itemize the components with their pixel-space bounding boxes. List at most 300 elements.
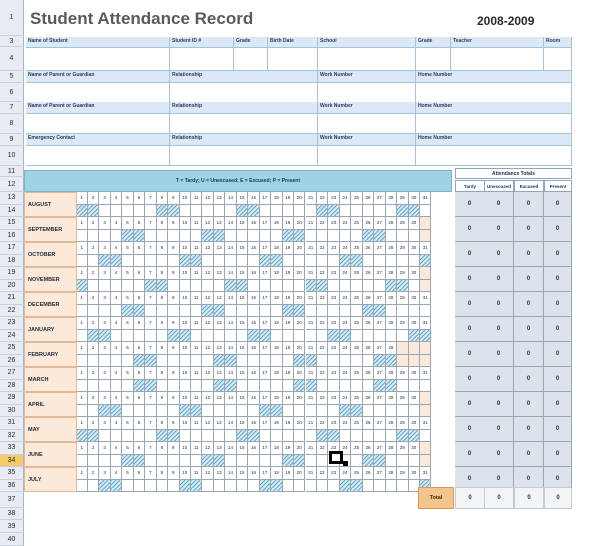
attendance-cell[interactable] <box>202 480 213 493</box>
attendance-cell[interactable] <box>225 205 236 218</box>
attendance-cell[interactable] <box>214 255 225 268</box>
attendance-cell[interactable] <box>134 205 145 218</box>
attendance-cell[interactable] <box>306 255 317 268</box>
info-field[interactable] <box>318 114 416 134</box>
attendance-cell[interactable] <box>260 455 271 468</box>
attendance-cell[interactable] <box>374 330 385 343</box>
row-header-36[interactable]: 36 <box>0 480 24 493</box>
attendance-cell[interactable] <box>351 205 362 218</box>
attendance-cell[interactable] <box>248 455 259 468</box>
attendance-cell[interactable] <box>294 430 305 443</box>
attendance-cell[interactable] <box>168 305 179 318</box>
attendance-cell[interactable] <box>168 255 179 268</box>
attendance-cell[interactable] <box>317 230 328 243</box>
info-field[interactable] <box>26 48 170 71</box>
attendance-cell[interactable] <box>134 430 145 443</box>
attendance-cell[interactable] <box>294 330 305 343</box>
attendance-cell[interactable] <box>260 355 271 368</box>
attendance-cell[interactable] <box>145 480 156 493</box>
attendance-cell[interactable] <box>202 205 213 218</box>
attendance-cell[interactable] <box>248 380 259 393</box>
attendance-cell[interactable] <box>180 305 191 318</box>
attendance-cell[interactable] <box>328 230 339 243</box>
attendance-cell[interactable] <box>237 330 248 343</box>
attendance-cell[interactable] <box>88 255 99 268</box>
attendance-cell[interactable] <box>180 380 191 393</box>
attendance-cell[interactable] <box>237 480 248 493</box>
attendance-cell[interactable] <box>111 280 122 293</box>
attendance-cell[interactable] <box>157 305 168 318</box>
attendance-cell[interactable] <box>306 405 317 418</box>
attendance-cell[interactable] <box>397 480 408 493</box>
attendance-cell[interactable] <box>225 255 236 268</box>
attendance-cell[interactable] <box>157 355 168 368</box>
attendance-cell[interactable] <box>283 355 294 368</box>
row-header-11[interactable]: 11 <box>0 166 24 177</box>
attendance-cell[interactable] <box>77 455 88 468</box>
attendance-cell[interactable] <box>77 405 88 418</box>
attendance-cell[interactable] <box>134 330 145 343</box>
row-header-16[interactable]: 16 <box>0 230 24 243</box>
attendance-cell[interactable] <box>122 355 133 368</box>
attendance-cell[interactable] <box>294 405 305 418</box>
attendance-cell[interactable] <box>77 380 88 393</box>
attendance-cell[interactable] <box>260 430 271 443</box>
attendance-cell[interactable] <box>317 255 328 268</box>
row-header-20[interactable]: 20 <box>0 280 24 293</box>
attendance-cell[interactable] <box>145 405 156 418</box>
attendance-cell[interactable] <box>271 355 282 368</box>
info-field[interactable] <box>26 83 170 103</box>
attendance-cell[interactable] <box>214 405 225 418</box>
attendance-cell[interactable] <box>145 205 156 218</box>
attendance-cell[interactable] <box>214 430 225 443</box>
attendance-cell[interactable] <box>363 280 374 293</box>
attendance-cell[interactable] <box>420 205 431 218</box>
attendance-cell[interactable] <box>122 255 133 268</box>
attendance-cell[interactable] <box>409 280 420 293</box>
attendance-cell[interactable] <box>145 330 156 343</box>
attendance-cell[interactable] <box>317 405 328 418</box>
row-header-4[interactable]: 4 <box>0 47 24 71</box>
info-field[interactable] <box>544 48 572 71</box>
attendance-cell[interactable] <box>122 280 133 293</box>
row-header-35[interactable]: 35 <box>0 467 24 480</box>
attendance-cell[interactable] <box>111 380 122 393</box>
attendance-cell[interactable] <box>409 380 420 393</box>
attendance-cell[interactable] <box>386 430 397 443</box>
row-header-14[interactable]: 14 <box>0 205 24 218</box>
attendance-cell[interactable] <box>145 305 156 318</box>
attendance-cell[interactable] <box>397 455 408 468</box>
attendance-cell[interactable] <box>409 255 420 268</box>
attendance-cell[interactable] <box>99 280 110 293</box>
attendance-cell[interactable] <box>88 455 99 468</box>
attendance-cell[interactable] <box>328 405 339 418</box>
attendance-cell[interactable] <box>225 455 236 468</box>
attendance-cell[interactable] <box>271 380 282 393</box>
attendance-cell[interactable] <box>328 305 339 318</box>
attendance-cell[interactable] <box>351 380 362 393</box>
attendance-cell[interactable] <box>145 430 156 443</box>
attendance-cell[interactable] <box>168 280 179 293</box>
row-header-31[interactable]: 31 <box>0 417 24 430</box>
attendance-cell[interactable] <box>168 405 179 418</box>
attendance-cell[interactable] <box>351 280 362 293</box>
row-header-34[interactable]: 34 <box>0 455 24 468</box>
attendance-cell[interactable] <box>111 455 122 468</box>
attendance-cell[interactable] <box>157 455 168 468</box>
attendance-cell[interactable] <box>145 230 156 243</box>
attendance-cell[interactable] <box>271 330 282 343</box>
info-field[interactable] <box>451 48 544 71</box>
attendance-cell[interactable] <box>157 330 168 343</box>
attendance-cell[interactable] <box>134 280 145 293</box>
info-field[interactable] <box>170 114 318 134</box>
attendance-cell[interactable] <box>386 255 397 268</box>
attendance-cell[interactable] <box>237 255 248 268</box>
attendance-cell[interactable] <box>225 330 236 343</box>
attendance-cell[interactable] <box>363 405 374 418</box>
attendance-cell[interactable] <box>363 255 374 268</box>
attendance-cell[interactable] <box>134 480 145 493</box>
attendance-cell[interactable] <box>397 305 408 318</box>
attendance-cell[interactable] <box>168 480 179 493</box>
attendance-cell[interactable] <box>248 305 259 318</box>
attendance-cell[interactable] <box>225 480 236 493</box>
attendance-cell[interactable] <box>363 430 374 443</box>
attendance-cell[interactable] <box>283 430 294 443</box>
attendance-cell[interactable] <box>363 205 374 218</box>
row-header-40[interactable]: 40 <box>0 533 24 546</box>
attendance-cell[interactable] <box>237 380 248 393</box>
attendance-cell[interactable] <box>248 230 259 243</box>
attendance-cell[interactable] <box>191 355 202 368</box>
attendance-cell[interactable] <box>88 230 99 243</box>
attendance-cell[interactable] <box>88 480 99 493</box>
attendance-cell[interactable] <box>397 380 408 393</box>
attendance-cell[interactable] <box>306 205 317 218</box>
attendance-cell[interactable] <box>214 280 225 293</box>
attendance-cell[interactable] <box>397 255 408 268</box>
attendance-cell[interactable] <box>409 230 420 243</box>
attendance-cell[interactable] <box>237 455 248 468</box>
attendance-cell[interactable] <box>409 455 420 468</box>
row-header-8[interactable]: 8 <box>0 114 24 134</box>
attendance-cell[interactable] <box>248 255 259 268</box>
attendance-cell[interactable] <box>271 230 282 243</box>
attendance-cell[interactable] <box>271 430 282 443</box>
info-field[interactable] <box>318 146 416 166</box>
row-header-15[interactable]: 15 <box>0 217 24 230</box>
attendance-cell[interactable] <box>340 205 351 218</box>
attendance-cell[interactable] <box>306 430 317 443</box>
row-header-26[interactable]: 26 <box>0 355 24 368</box>
attendance-cell[interactable] <box>306 305 317 318</box>
attendance-cell[interactable] <box>340 430 351 443</box>
attendance-cell[interactable] <box>351 430 362 443</box>
cell-cursor[interactable] <box>329 451 343 464</box>
attendance-cell[interactable] <box>168 230 179 243</box>
attendance-cell[interactable] <box>374 430 385 443</box>
attendance-cell[interactable] <box>260 305 271 318</box>
attendance-cell[interactable] <box>77 480 88 493</box>
attendance-cell[interactable] <box>168 455 179 468</box>
info-field[interactable] <box>318 48 416 71</box>
attendance-cell[interactable] <box>351 355 362 368</box>
attendance-cell[interactable] <box>191 380 202 393</box>
attendance-cell[interactable] <box>294 480 305 493</box>
attendance-cell[interactable] <box>420 380 431 393</box>
row-header-3[interactable]: 3 <box>0 36 24 47</box>
info-field[interactable] <box>416 146 572 166</box>
attendance-cell[interactable] <box>271 280 282 293</box>
attendance-cell[interactable] <box>340 355 351 368</box>
info-field[interactable] <box>416 114 572 134</box>
attendance-cell[interactable] <box>237 230 248 243</box>
attendance-cell[interactable] <box>374 205 385 218</box>
row-header-22[interactable]: 22 <box>0 305 24 318</box>
attendance-cell[interactable] <box>180 205 191 218</box>
row-header-10[interactable]: 10 <box>0 146 24 166</box>
attendance-cell[interactable] <box>363 330 374 343</box>
attendance-cell[interactable] <box>111 230 122 243</box>
attendance-cell[interactable] <box>386 305 397 318</box>
attendance-cell[interactable] <box>237 305 248 318</box>
attendance-cell[interactable] <box>283 205 294 218</box>
attendance-cell[interactable] <box>328 280 339 293</box>
attendance-cell[interactable] <box>122 480 133 493</box>
attendance-cell[interactable] <box>248 280 259 293</box>
attendance-cell[interactable] <box>374 480 385 493</box>
attendance-cell[interactable] <box>374 280 385 293</box>
row-header-17[interactable]: 17 <box>0 242 24 255</box>
attendance-cell[interactable] <box>99 430 110 443</box>
attendance-cell[interactable] <box>351 230 362 243</box>
attendance-cell[interactable] <box>271 205 282 218</box>
attendance-cell[interactable] <box>202 255 213 268</box>
attendance-cell[interactable] <box>180 355 191 368</box>
attendance-cell[interactable] <box>260 280 271 293</box>
attendance-cell[interactable] <box>306 330 317 343</box>
info-field[interactable] <box>170 146 318 166</box>
attendance-cell[interactable] <box>99 305 110 318</box>
row-header-21[interactable]: 21 <box>0 292 24 305</box>
row-header-7[interactable]: 7 <box>0 102 24 114</box>
attendance-cell[interactable] <box>88 355 99 368</box>
attendance-cell[interactable] <box>111 205 122 218</box>
row-header-5[interactable]: 5 <box>0 71 24 83</box>
row-header-24[interactable]: 24 <box>0 330 24 343</box>
attendance-cell[interactable] <box>340 230 351 243</box>
row-header-28[interactable]: 28 <box>0 380 24 393</box>
attendance-cell[interactable] <box>88 405 99 418</box>
attendance-cell[interactable] <box>122 380 133 393</box>
attendance-cell[interactable] <box>409 405 420 418</box>
row-header-25[interactable]: 25 <box>0 342 24 355</box>
attendance-cell[interactable] <box>340 280 351 293</box>
attendance-cell[interactable] <box>237 355 248 368</box>
attendance-cell[interactable] <box>397 405 408 418</box>
attendance-cell[interactable] <box>283 330 294 343</box>
attendance-cell[interactable] <box>88 380 99 393</box>
attendance-cell[interactable] <box>99 205 110 218</box>
attendance-cell[interactable] <box>122 205 133 218</box>
attendance-cell[interactable] <box>77 230 88 243</box>
attendance-cell[interactable] <box>225 305 236 318</box>
info-field[interactable] <box>416 48 451 71</box>
attendance-cell[interactable] <box>191 455 202 468</box>
attendance-cell[interactable] <box>294 205 305 218</box>
attendance-cell[interactable] <box>260 380 271 393</box>
attendance-cell[interactable] <box>191 305 202 318</box>
attendance-cell[interactable] <box>340 380 351 393</box>
attendance-cell[interactable] <box>351 455 362 468</box>
attendance-cell[interactable] <box>283 405 294 418</box>
attendance-cell[interactable] <box>191 280 202 293</box>
attendance-cell[interactable] <box>328 255 339 268</box>
attendance-cell[interactable] <box>122 330 133 343</box>
attendance-cell[interactable] <box>88 280 99 293</box>
attendance-cell[interactable] <box>202 355 213 368</box>
attendance-cell[interactable] <box>283 255 294 268</box>
row-header-19[interactable]: 19 <box>0 267 24 280</box>
attendance-cell[interactable] <box>145 255 156 268</box>
attendance-cell[interactable] <box>294 280 305 293</box>
attendance-cell[interactable] <box>386 230 397 243</box>
attendance-cell[interactable] <box>180 430 191 443</box>
attendance-cell[interactable] <box>317 480 328 493</box>
attendance-cell[interactable] <box>294 255 305 268</box>
row-header-33[interactable]: 33 <box>0 442 24 455</box>
attendance-cell[interactable] <box>225 230 236 243</box>
info-field[interactable] <box>416 83 572 103</box>
attendance-cell[interactable] <box>122 430 133 443</box>
attendance-cell[interactable] <box>328 480 339 493</box>
row-header-38[interactable]: 38 <box>0 508 24 520</box>
attendance-cell[interactable] <box>340 305 351 318</box>
attendance-cell[interactable] <box>248 480 259 493</box>
attendance-cell[interactable] <box>157 255 168 268</box>
attendance-cell[interactable] <box>374 255 385 268</box>
attendance-cell[interactable] <box>271 305 282 318</box>
attendance-cell[interactable] <box>157 380 168 393</box>
attendance-cell[interactable] <box>191 205 202 218</box>
attendance-cell[interactable] <box>260 205 271 218</box>
attendance-cell[interactable] <box>317 355 328 368</box>
attendance-cell[interactable] <box>111 305 122 318</box>
attendance-cell[interactable] <box>202 430 213 443</box>
attendance-cell[interactable] <box>351 330 362 343</box>
attendance-cell[interactable] <box>386 455 397 468</box>
attendance-cell[interactable] <box>351 305 362 318</box>
attendance-cell[interactable] <box>77 330 88 343</box>
attendance-cell[interactable] <box>191 430 202 443</box>
attendance-cell[interactable] <box>99 355 110 368</box>
attendance-cell[interactable] <box>168 380 179 393</box>
attendance-cell[interactable] <box>202 330 213 343</box>
attendance-cell[interactable] <box>386 405 397 418</box>
attendance-cell[interactable] <box>134 255 145 268</box>
row-header-39[interactable]: 39 <box>0 520 24 533</box>
attendance-cell[interactable] <box>317 380 328 393</box>
attendance-cell[interactable] <box>191 230 202 243</box>
attendance-cell[interactable] <box>99 455 110 468</box>
attendance-cell[interactable] <box>77 355 88 368</box>
attendance-cell[interactable] <box>386 205 397 218</box>
row-header-37[interactable]: 37 <box>0 492 24 508</box>
row-header-6[interactable]: 6 <box>0 83 24 102</box>
attendance-cell[interactable] <box>328 355 339 368</box>
attendance-cell[interactable] <box>180 280 191 293</box>
info-field[interactable] <box>234 48 268 71</box>
row-header-27[interactable]: 27 <box>0 367 24 380</box>
info-field[interactable] <box>26 114 170 134</box>
attendance-cell[interactable] <box>145 455 156 468</box>
attendance-cell[interactable] <box>317 330 328 343</box>
row-header-18[interactable]: 18 <box>0 255 24 268</box>
attendance-cell[interactable] <box>214 205 225 218</box>
attendance-cell[interactable] <box>214 330 225 343</box>
attendance-cell[interactable] <box>283 480 294 493</box>
attendance-cell[interactable] <box>306 480 317 493</box>
attendance-cell[interactable] <box>237 405 248 418</box>
attendance-cell[interactable] <box>157 405 168 418</box>
row-header-1[interactable]: 1 <box>0 0 24 36</box>
attendance-cell[interactable] <box>134 405 145 418</box>
attendance-cell[interactable] <box>420 305 431 318</box>
attendance-cell[interactable] <box>409 305 420 318</box>
attendance-cell[interactable] <box>363 380 374 393</box>
attendance-cell[interactable] <box>271 455 282 468</box>
attendance-cell[interactable] <box>180 230 191 243</box>
attendance-cell[interactable] <box>283 380 294 393</box>
row-header-9[interactable]: 9 <box>0 134 24 146</box>
attendance-cell[interactable] <box>317 305 328 318</box>
attendance-cell[interactable] <box>99 380 110 393</box>
attendance-cell[interactable] <box>225 430 236 443</box>
attendance-cell[interactable] <box>157 480 168 493</box>
attendance-cell[interactable] <box>77 305 88 318</box>
info-field[interactable] <box>170 48 234 71</box>
attendance-cell[interactable] <box>88 305 99 318</box>
attendance-cell[interactable] <box>248 355 259 368</box>
info-field[interactable] <box>170 83 318 103</box>
attendance-cell[interactable] <box>77 255 88 268</box>
attendance-cell[interactable] <box>306 455 317 468</box>
info-field[interactable] <box>268 48 318 71</box>
row-header-23[interactable]: 23 <box>0 317 24 330</box>
attendance-cell[interactable] <box>180 455 191 468</box>
attendance-cell[interactable] <box>420 430 431 443</box>
attendance-cell[interactable] <box>317 455 328 468</box>
attendance-cell[interactable] <box>260 230 271 243</box>
attendance-cell[interactable] <box>122 405 133 418</box>
attendance-cell[interactable] <box>214 480 225 493</box>
attendance-cell[interactable] <box>283 280 294 293</box>
attendance-cell[interactable] <box>363 355 374 368</box>
row-header-13[interactable]: 13 <box>0 192 24 205</box>
row-header-29[interactable]: 29 <box>0 392 24 405</box>
attendance-cell[interactable] <box>202 405 213 418</box>
row-header-32[interactable]: 32 <box>0 430 24 443</box>
attendance-cell[interactable] <box>225 405 236 418</box>
attendance-cell[interactable] <box>111 430 122 443</box>
info-field[interactable] <box>26 146 170 166</box>
attendance-cell[interactable] <box>157 230 168 243</box>
attendance-cell[interactable] <box>248 405 259 418</box>
attendance-cell[interactable] <box>99 230 110 243</box>
